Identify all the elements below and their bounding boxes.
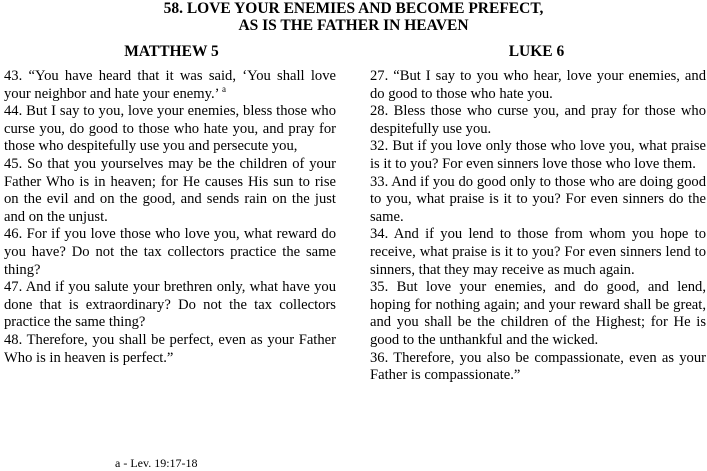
verse-number: 45. [4,155,23,172]
verse-matthew-46 [4,226,336,279]
verse-text: But I say to you, love your enemies, bless those who curse you, do good to those who hate you, and pray for those who despitefully use you and persecute you, [4,103,336,155]
verse-matthew-48 [4,332,336,367]
verse-luke-32 [370,138,706,173]
verse-number: 44. [4,103,23,120]
verse-number: 33. [370,173,389,190]
verse-text: But if you love only those who love you, what praise is it to you? For even sinners love those who love them. [370,138,706,172]
matthew-column [4,68,336,367]
verse-luke-33 [370,174,706,227]
title-line-1: 58. LOVE YOUR ENEMIES AND BECOME PREFECT, [163,0,544,17]
verse-matthew-43 [4,68,336,103]
verse-text: Therefore, you also be compassionate, even as your Father is compassionate.” [370,349,707,384]
verse-text: For if you love those who love you, what reward do you have? Do not the tax collectors practice the same thing? [4,226,337,278]
verse-number: 48. [4,331,23,348]
verse-text: And if you lend to those from whom you hope to receive, what praise is it to you? For even sinners lend to sinners, that they may receive as much again. [370,226,707,278]
luke-heading: LUKE 6 [508,43,565,60]
title-line-2: AS IS THE FATHER IN HEAVEN [238,17,469,34]
verse-luke-28 [370,103,706,138]
verse-matthew-47 [4,279,336,332]
verse-text: And if you do good only to those who are doing good to you, what praise is it to you? For even sinners do the same. [370,173,706,225]
luke-column [370,68,706,385]
verse-text: Therefore, you shall be perfect, even as your Father Who is in heaven is perfect.” [4,331,336,366]
verse-number: 34. [370,226,389,243]
verse-text: So that you yourselves may be the children of your Father Who is in heaven; for He causes His sun to rise on the evil and on the good, and sends rain on the just and on the unjust. [4,155,336,225]
verse-number: 27. [370,68,389,84]
verse-number: 35. [370,279,389,296]
verse-luke-36 [370,350,706,385]
verse-luke-35 [370,279,706,349]
verse-number: 32. [370,138,389,155]
verse-number: 47. [4,279,23,296]
verse-text: “But I say to you who hear, love your enemies, and do good to those who hate you. [370,68,706,102]
footnote-mark: a [222,83,227,94]
matthew-heading: MATTHEW 5 [124,43,219,60]
verse-text: “You have heard that it was said, ‘You shall love your neighbor and hate your enemy.’ [4,68,336,102]
page-title [0,0,707,34]
verse-number: 43. [4,68,23,84]
verse-number: 46. [4,226,23,243]
verse-number: 28. [370,103,389,120]
footnote: a - Lev. 19:17-18 [115,456,198,470]
verse-luke-34 [370,226,706,279]
verse-number: 36. [370,349,389,366]
verse-text: Bless those who curse you, and pray for those who despitefully use you. [370,103,706,137]
verse-text: But love your enemies, and do good, and lend, hoping for nothing again; and your reward shall be great, and you shall be the children of the Highest; for He is good to the unthankful and the wicked. [370,279,706,348]
verse-matthew-44 [4,103,336,156]
verse-luke-27 [370,68,706,103]
verse-matthew-45 [4,156,336,226]
verse-text: And if you salute your brethren only, what have you done that is extraordinary? Do not the tax collectors practice the same thing? [4,279,337,331]
